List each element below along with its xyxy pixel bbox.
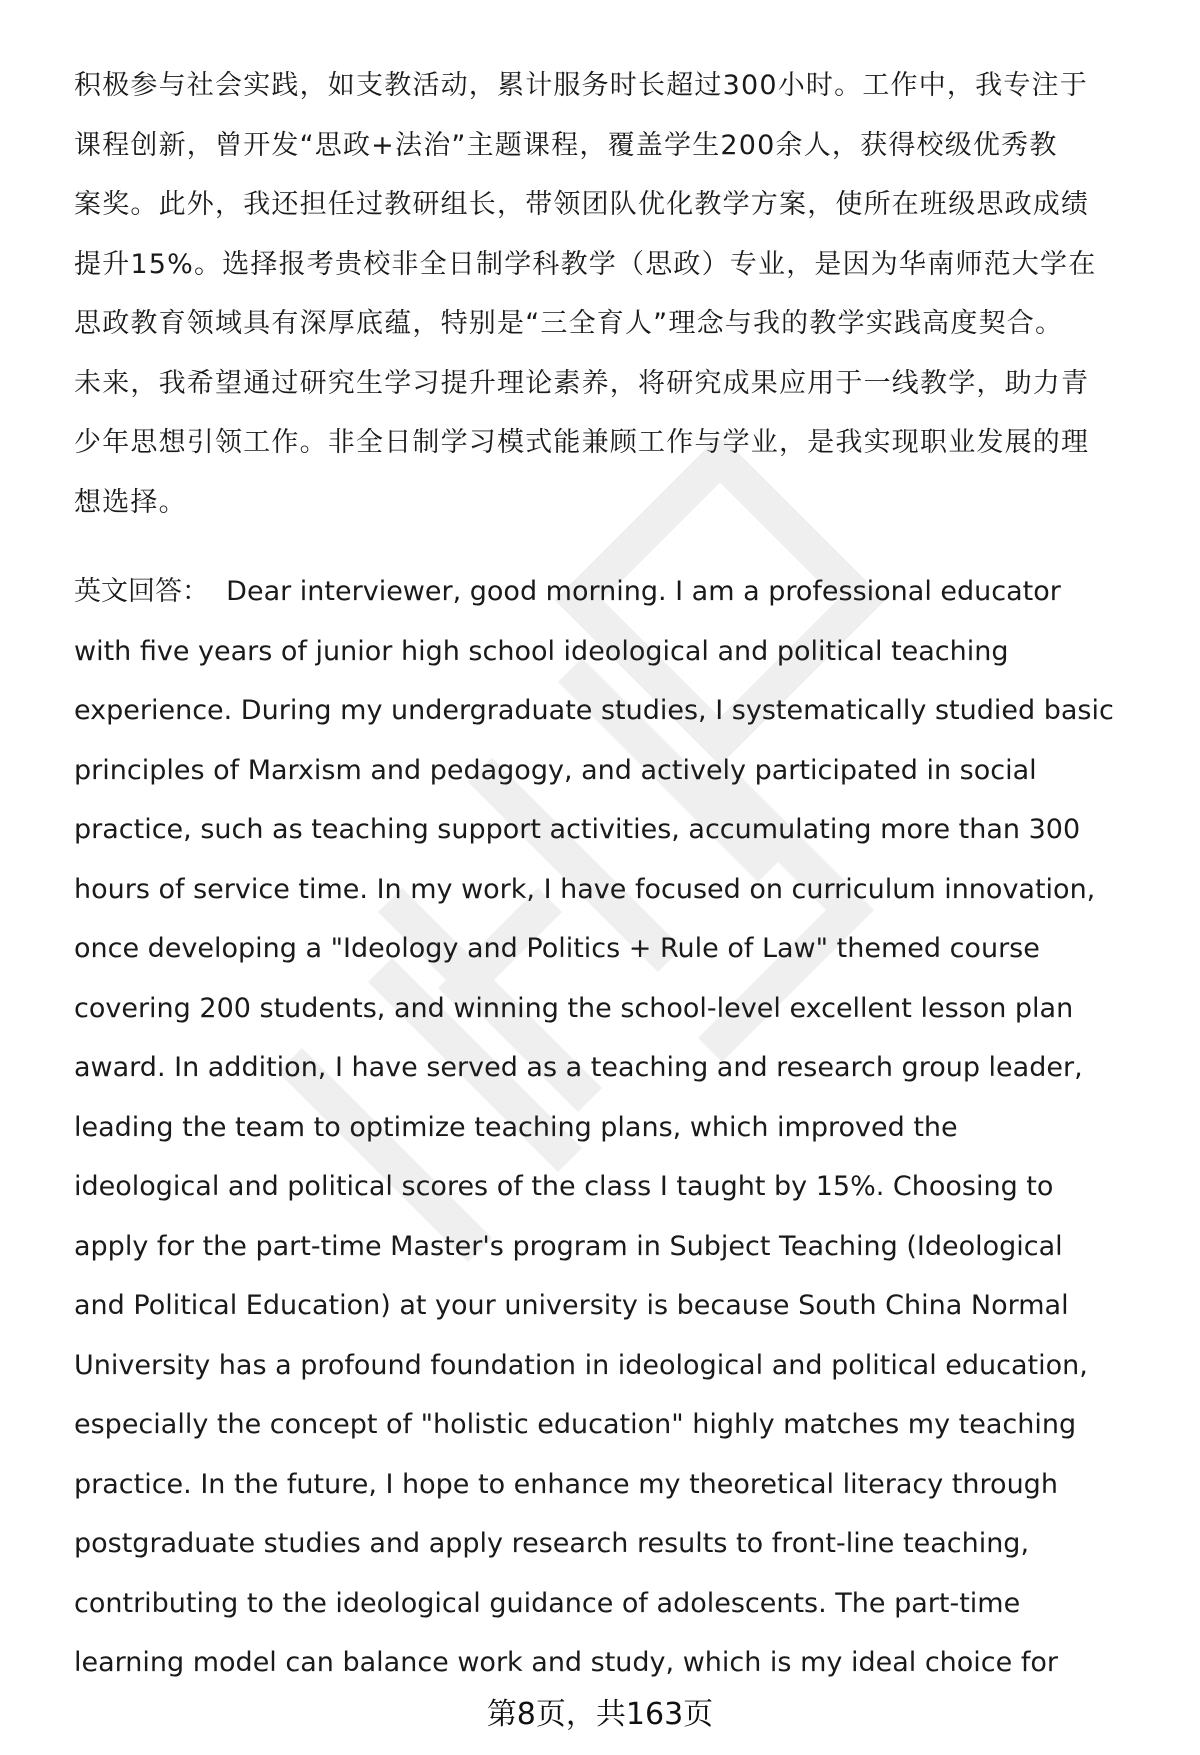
paragraph-gap	[74, 532, 1154, 562]
text-line: practice. In the future, I hope to enhance my theoretical literacy through	[74, 1468, 1058, 1500]
text-line-content: Dear interviewer, good morning. I am a professional educator	[226, 576, 1061, 607]
text-line: experience. During my undergraduate studies, I systematically studied basic	[74, 695, 1114, 726]
text-line: hours of service time. In my work, I have focused on curriculum innovation,	[74, 873, 1096, 905]
text-line: covering 200 students, and winning the school-level excellent lesson plan	[74, 992, 1074, 1024]
text-line: with five years of junior high school ideological and political teaching	[74, 635, 1009, 667]
page-number-footer: 第8页，共163页	[486, 1697, 714, 1732]
english-answer-label: 英文回答：	[74, 576, 209, 607]
chinese-answer-paragraph	[74, 56, 1154, 532]
text-line: learning model can balance work and study, which is my ideal choice for	[74, 1647, 1058, 1678]
text-line: 提升15%。选择报考贵校非全日制学科教学（思政）专业，是因为华南师范大学在	[74, 248, 1097, 280]
text-line: 积极参与社会实践，如支教活动，累计服务时长超过300小时。工作中，我专注于	[74, 70, 1088, 101]
text-line: ideological and political scores of the class I taught by 15%. Choosing to	[74, 1171, 1054, 1202]
text-line: once developing a "Ideology and Politics + Rule of Law" themed course	[74, 933, 1040, 964]
text-line: contributing to the ideological guidance of adolescents. The part-time	[74, 1587, 1021, 1619]
text-line: apply for the part-time Master's program in Subject Teaching (Ideological	[74, 1230, 1063, 1262]
text-line: practice, such as teaching support activities, accumulating more than 300	[74, 814, 1081, 845]
text-line: 少年思想引领工作。非全日制学习模式能兼顾工作与学业，是我实现职业发展的理	[74, 427, 1090, 458]
text-line	[74, 562, 1154, 622]
text-line: and Political Education) at your university is because South China Normal	[74, 1290, 1069, 1321]
text-line: principles of Marxism and pedagogy, and actively participated in social	[74, 754, 1037, 786]
text-line: 想选择。	[74, 486, 187, 518]
text-line: 案奖。此外，我还担任过教研组长，带领团队优化教学方案，使所在班级思政成绩	[74, 189, 1090, 220]
text-line: award. In addition, I have served as a teaching and research group leader,	[74, 1052, 1083, 1083]
text-line: 思政教育领域具有深厚底蕴，特别是“三全育人”理念与我的教学实践高度契合。	[74, 308, 1064, 339]
text-line: especially the concept of "holistic education" highly matches my teaching	[74, 1409, 1077, 1440]
document-body	[74, 56, 1154, 1693]
text-line: University has a profound foundation in ideological and political education,	[74, 1349, 1088, 1381]
english-answer-paragraph	[74, 562, 1154, 1693]
text-line: 未来，我希望通过研究生学习提升理论素养，将研究成果应用于一线教学，助力青	[74, 367, 1090, 399]
text-line: leading the team to optimize teaching plans, which improved the	[74, 1111, 958, 1143]
text-line: postgraduate studies and apply research results to front-line teaching,	[74, 1528, 1030, 1559]
text-line: 课程创新，曾开发“思政+法治”主题课程，覆盖学生200余人，获得校级优秀教	[74, 129, 1058, 161]
